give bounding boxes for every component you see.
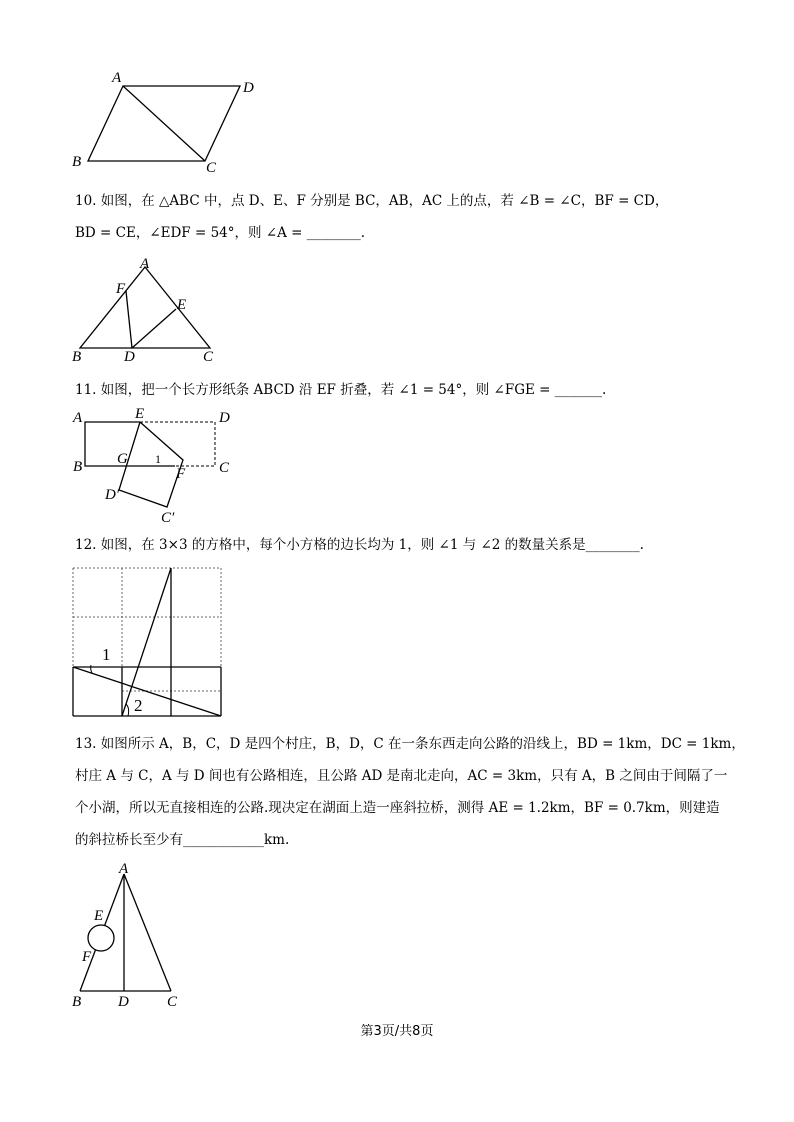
label-c: C [206,160,217,176]
question-13 [75,728,745,856]
folded-part [119,422,183,507]
label-c: C [219,460,230,476]
label-angle-2: 2 [134,696,143,715]
label-f: F [82,949,92,965]
figure-grid-3x3 [70,565,230,725]
label-b: B [72,154,82,170]
label-c-prime: C′ [161,510,175,526]
label-d: D [243,80,254,96]
question-10-line-2: BD = CE，∠EDF = 54°，则 ∠A = ________. [75,225,366,241]
angle-1-arc [91,665,92,673]
label-d-prime: D′ [105,487,120,503]
figure-parallelogram [60,68,280,178]
rectangle-dashed-part [140,422,215,466]
label-a: A [119,861,129,877]
label-a: A [73,410,83,426]
lake [88,925,114,951]
label-a: A [140,256,150,272]
question-10-line-1: 10. 如图，在 △ABC 中，点 D、E、F 分别是 BC，AB，AC 上的点，若 ∠B = ∠C，BF = CD， [75,193,669,209]
grid-lines [73,568,221,691]
question-10 [75,185,725,249]
figure-folded-strip [65,405,245,530]
question-13-line-2: 村庄 A 与 C，A 与 D 间也有公路相连，且公路 AD 是南北走向，AC = 3km，只有 A，B 之间由于间隔了一 [75,768,728,784]
slanted-line-up [122,568,171,716]
segment-fd [126,291,132,348]
question-13-line-1: 13. 如图所示 A，B，C，D 是四个村庄，B，D，C 在一条东西走向公路的沿线上，BD = 1km，DC = 1km， [75,736,745,752]
label-c: C [167,994,178,1010]
question-12 [75,529,725,561]
label-d: D [124,349,135,365]
label-d: D [219,410,230,426]
label-e: E [94,908,104,924]
question-13-line-4: 的斜拉桥长至少有____________km. [75,832,290,848]
label-e: E [135,406,145,422]
label-a: A [112,70,122,86]
label-f: F [176,466,186,482]
label-d: D [118,994,129,1010]
label-angle-1: 1 [155,452,161,466]
figure-villages [65,860,195,1010]
page-footer: 第3页/共8页 [360,1024,434,1039]
label-b: B [72,994,82,1010]
question-11-line-1: 11. 如图，把一个长方形纸条 ABCD 沿 EF 折叠，若 ∠1 = 54°，则 ∠FGE = _______. [75,382,607,398]
label-b: B [73,459,83,475]
question-12-line-1: 12. 如图，在 3×3 的方格中，每个小方格的边长均为 1，则 ∠1 与 ∠2 的数量关系是________. [75,537,644,553]
angle-2-arc [126,704,129,716]
question-13-line-3: 个小湖，所以无直接相连的公路.现决定在湖面上造一座斜拉桥，测得 AE = 1.2km，BF = 0.7km，则建造 [75,800,720,816]
label-e: E [177,297,187,313]
label-f: F [116,281,126,297]
road-ac [124,874,171,991]
label-angle-1: 1 [102,645,111,664]
rectangle-left-part [85,422,140,466]
figure-triangle-abc [60,255,240,365]
label-b: B [72,349,82,365]
diagonal-ac [123,86,205,161]
label-g: G [117,451,128,467]
label-c: C [203,349,214,365]
segment-de [132,309,176,348]
question-11 [75,374,725,406]
